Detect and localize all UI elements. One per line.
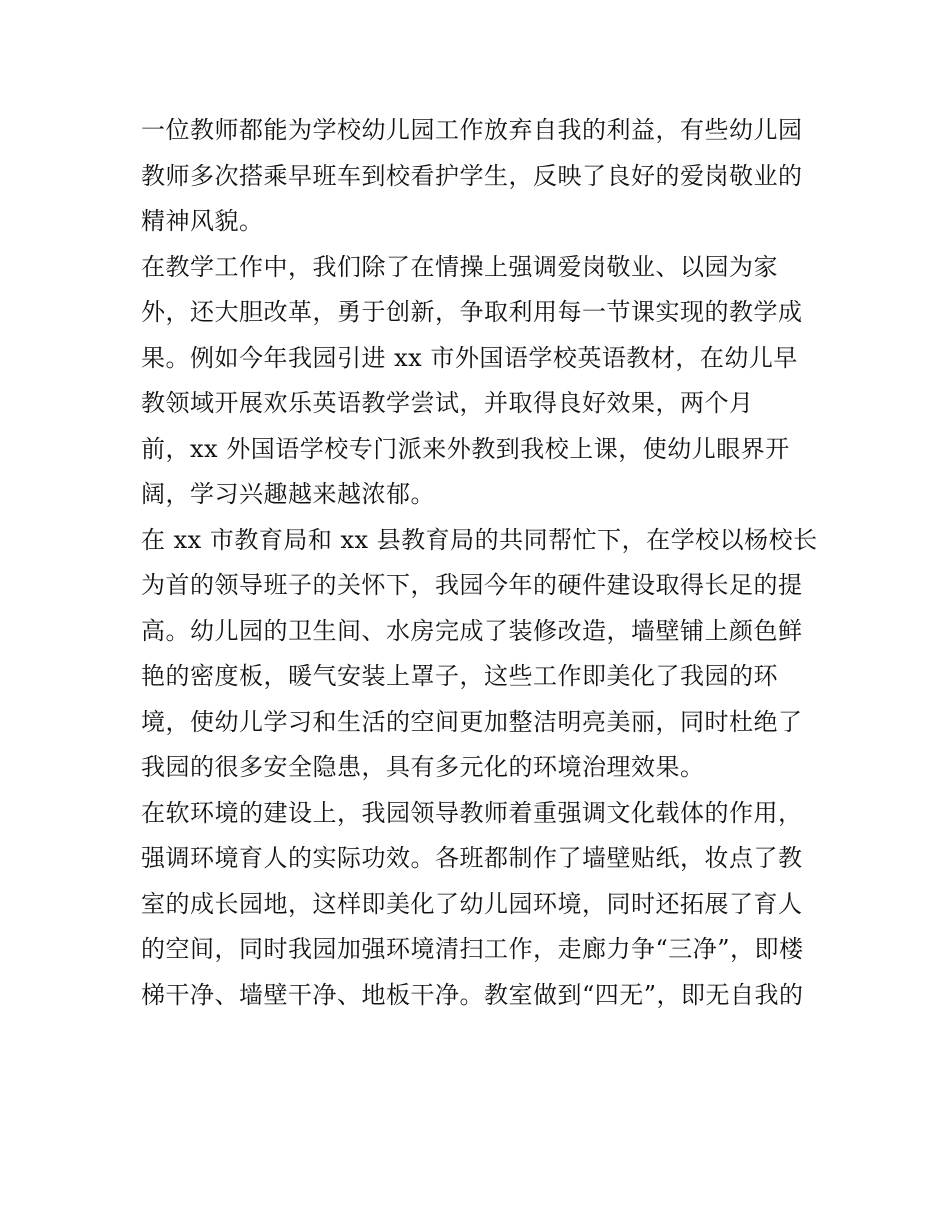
text-line: 境，使幼儿学习和生活的空间更加整洁明亮美丽，同时杜绝了 (141, 707, 803, 736)
text-line: 精神风貌。 (141, 207, 264, 235)
text-line: 在软环境的建设上，我园领导教师着重强调文化载体的作用， (141, 798, 803, 827)
text-line: 梯干净、墙壁干净、地板干净。教室做到“四无”，即无自我的 (141, 980, 804, 1009)
text-line: 果。例如今年我园引进 xx 市外国语学校英语教材，在幼儿早 (141, 343, 798, 372)
text-line: 前，xx 外国语学校专门派来外教到我校上课，使幼儿眼界开 (141, 434, 790, 463)
text-line: 强调环境育人的实际功效。各班都制作了墙壁贴纸，妆点了教 (141, 844, 803, 872)
text-line: 的空间，同时我园加强环境清扫工作，走廊力争“三净”，即楼 (141, 935, 804, 963)
body-text (141, 108, 821, 1018)
text-line: 室的成长园地，这样即美化了幼儿园环境，同时还拓展了育人 (141, 889, 803, 918)
text-line: 教师多次搭乘早班车到校看护学生，反映了良好的爱岗敬业的 (141, 161, 803, 190)
text-line: 我园的很多安全隐患，具有多元化的环境治理效果。 (141, 753, 705, 781)
text-line: 艳的密度板，暖气安装上罩子，这些工作即美化了我园的环 (141, 662, 778, 690)
text-line: 外，还大胆改革，勇于创新，争取利用每一节课实现的教学成 (141, 298, 803, 326)
text-line: 在教学工作中，我们除了在情操上强调爱岗敬业、以园为家 (141, 252, 778, 281)
text-line: 阔，学习兴趣越来越浓郁。 (141, 480, 435, 508)
text-line: 为首的领导班子的关怀下，我园今年的硬件建设取得长足的提 (141, 571, 803, 599)
text-line: 教领域开展欢乐英语教学尝试，并取得良好效果，两个月 (141, 389, 754, 417)
text-line: 一位教师都能为学校幼儿园工作放弃自我的利益，有些幼儿园 (141, 116, 803, 144)
text-line: 高。幼儿园的卫生间、水房完成了装修改造，墙壁铺上颜色鲜 (141, 616, 803, 645)
text-line: 在 xx 市教育局和 xx 县教育局的共同帮忙下，在学校以杨校长 (141, 525, 818, 554)
